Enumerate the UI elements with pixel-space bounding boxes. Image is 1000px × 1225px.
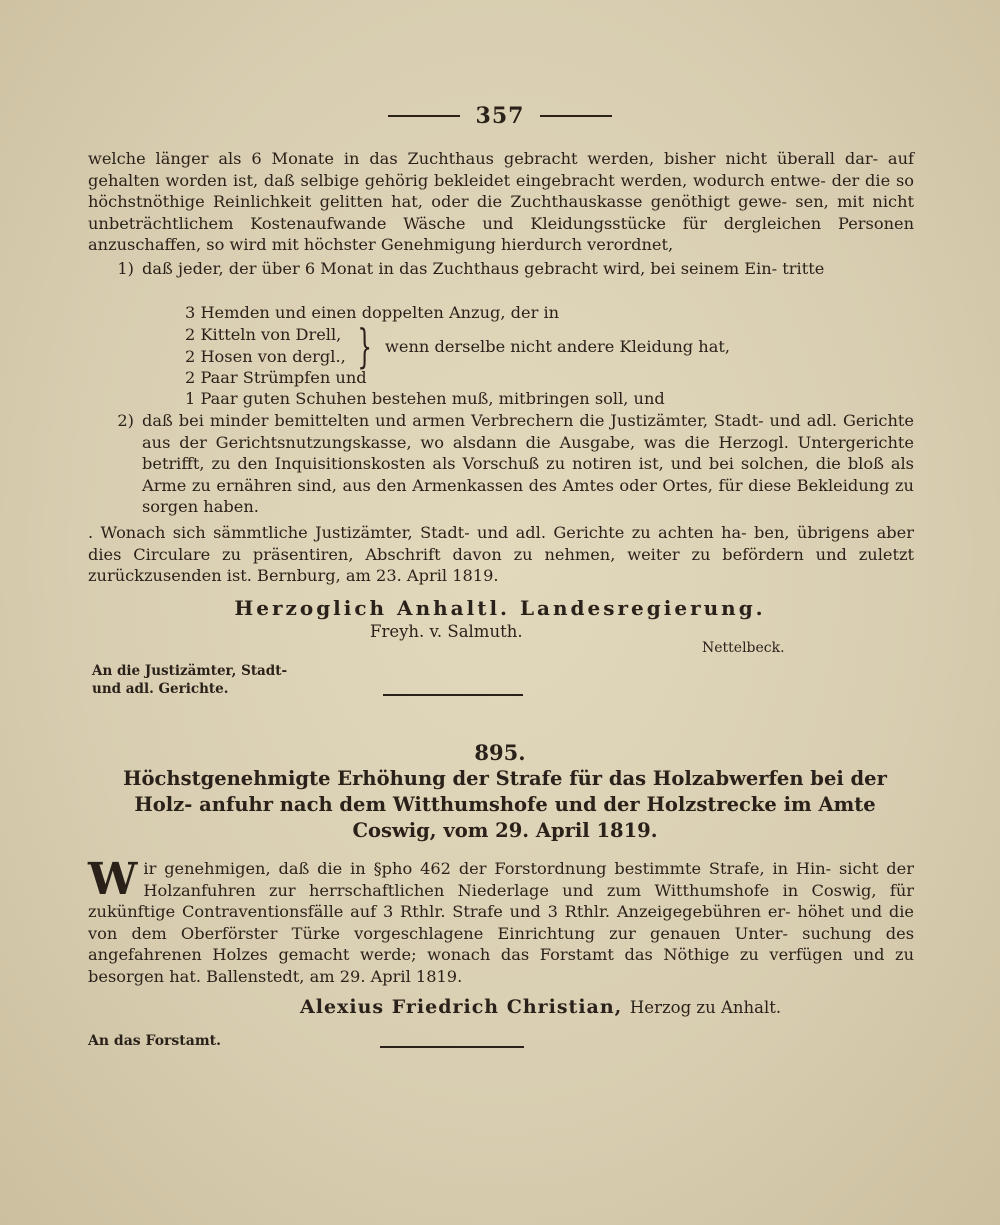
decree-paragraph <box>88 854 914 988</box>
addressee-1-line-1: An die Justizämter, Stadt- <box>92 663 288 679</box>
brace-glyph: } <box>357 319 372 373</box>
signature-duke-name: Alexius Friedrich Christian, <box>300 996 623 1018</box>
item-2 <box>88 410 914 518</box>
clothing-line-1: 3 Hemden und einen doppelten Anzug, der in <box>185 303 560 322</box>
header-rule-left <box>388 115 460 117</box>
signature-duke <box>300 996 781 1018</box>
item-1-text: daß jeder, der über 6 Monat in das Zuchthaus gebracht wird, bei seinem Ein- tritte <box>142 259 825 278</box>
end-divider <box>380 1046 524 1048</box>
clothing-line-5: 1 Paar guten Schuhen bestehen muß, mitbringen soll, und <box>185 389 665 408</box>
signature-name: Freyh. v. Salmuth. <box>370 622 523 641</box>
clothing-brace-group <box>185 319 730 373</box>
closing-paragraph-text: . Wonach sich sämmtliche Justizämter, Stadt- und adl. Gerichte zu achten ha- ben, übrigens aber dies Circulare zu präsentiren, Abschrift davon zu nehmen, weiter zu befördern und zuletzt zurückzusenden ist. Bernburg, am 23. April 1819. <box>88 523 914 586</box>
closing-paragraph <box>88 522 914 587</box>
decree-paragraph-text: ir genehmigen, daß die in §pho 462 der Forstordnung bestimmte Strafe, in Hin- sicht der Holzanfuhren zur herrschaftlichen Niederlage und zum Witthumshofe in Coswig, für zukünftige Contraventionsfälle auf 3 Rthlr. Strafe und 3 Rthlr. Anzeigegebühren er- höhet und die von dem Oberförster Türke vorgeschlagene Einrichtung zur genauen Unter- suchung des angefahrenen Holzes gemacht werde; wonach das Forstamt das Nöthige zu verfügen und zu besorgen hat. Ballenstedt, am 29. April 1819. <box>88 859 914 986</box>
item-1 <box>88 258 914 280</box>
page-number: 357 <box>475 103 525 129</box>
addressee-1-line-2: und adl. Gerichte. <box>92 681 229 697</box>
addressee-2: An das Forstamt. <box>88 1033 221 1049</box>
addressee-1 <box>92 662 287 698</box>
item-2-number: 2) <box>117 411 134 430</box>
drop-cap: W <box>88 854 138 905</box>
intro-paragraph-text: welche länger als 6 Monate in das Zuchthaus gebracht werden, bisher nicht überall dar- auf gehalten worden ist, daß selbige gehörig bekleidet eingebracht werden, wodurch entwe- der die so höchstnöthige Reinlichkeit gelitten hat, oder die Zuchthauskasse genöthigt gewe- sen, mit nicht unbeträchtlichem Kostenaufwande Wäsche und Kleidungsstücke für dergleichen Personen anzuschaffen, so wird mit höchster Genehmigung hierdurch verordnet, <box>88 149 914 255</box>
clothing-line-2: 2 Kitteln von Drell, <box>185 325 342 345</box>
item-2-text: daß bei minder bemittelten und armen Verbrechern die Justizämter, Stadt- und adl. Gerichte aus der Gerichtsnutzungskasse, wo alsdann die Ausgabe, was die Herzogl. Untergerichte betrifft, zu den Inquisitionskosten als Vorschuß zu notiren ist, und bei solchen, die bloß als Arme zu ernähren sind, aus den Armenkassen des Amtes oder Ortes, für diese Bekleidung zu sorgen haben. <box>142 411 914 517</box>
signature-authority: Herzoglich Anhaltl. Landesregierung. <box>234 596 766 620</box>
signature-clerk: Nettelbeck. <box>702 640 785 656</box>
clothing-brace-text: wenn derselbe nicht andere Kleidung hat, <box>385 336 730 356</box>
clothing-line-4: 2 Paar Strümpfen und <box>185 368 367 387</box>
section-number: 895. <box>474 740 526 765</box>
signature-duke-title: Herzog zu Anhalt. <box>629 998 782 1017</box>
header-rule-right <box>540 115 612 117</box>
item-1-number: 1) <box>117 259 134 278</box>
intro-paragraph <box>88 148 914 256</box>
page-header <box>0 102 1000 130</box>
section-title: Höchstgenehmigte Erhöhung der Strafe für das Holzabwerfen bei der Holz- anfuhr nach dem Witthumshofe und der Holzstrecke im Amte Coswig, vom 29. April 1819. <box>123 767 887 842</box>
clothing-line-3: 2 Hosen von dergl., <box>185 347 346 366</box>
section-divider <box>383 694 523 696</box>
